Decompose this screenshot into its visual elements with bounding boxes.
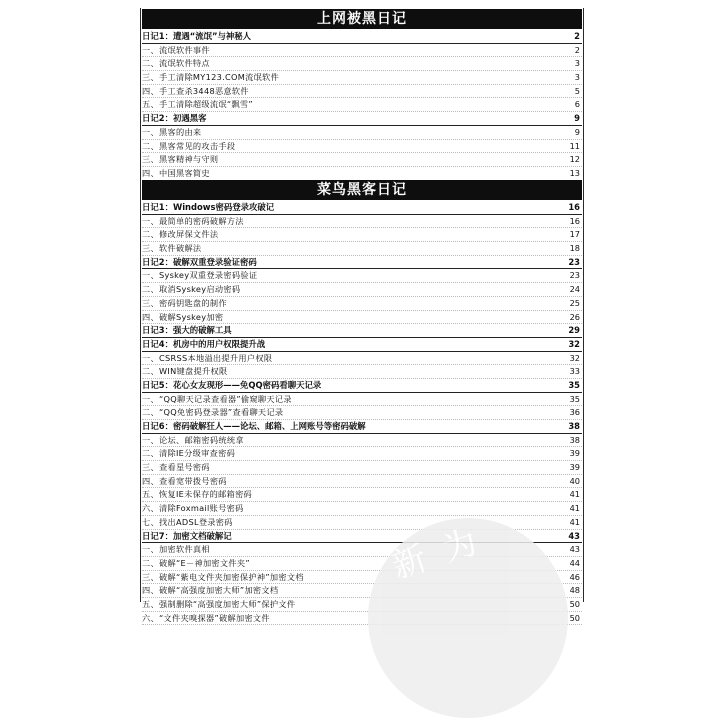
right-frame-line — [583, 8, 584, 602]
watermark-text: 新 为 — [387, 520, 486, 587]
toc-chapter-row — [142, 338, 582, 352]
section-banner: 菜鸟黑客日记 — [142, 180, 582, 200]
toc-page-number: 48 — [569, 585, 580, 596]
toc-entry-row — [142, 126, 582, 140]
toc-chapter-row — [142, 201, 582, 215]
toc-entry-title: 一、黑客的由来 — [142, 126, 202, 137]
toc-entry-title: 三、手工清除MY123.COM流氓软件 — [142, 72, 280, 83]
toc-page-number: 26 — [569, 311, 580, 322]
toc-entry-title: 一、“QQ聊天记录查看器”偷窥聊天记录 — [142, 393, 292, 404]
toc-entry-row — [142, 71, 582, 85]
toc-entry-title: 四、破解“高强度加密大师”加密文档 — [142, 585, 279, 596]
left-frame-line — [140, 8, 141, 602]
toc-entry-row — [142, 447, 582, 461]
toc-page-number: 43 — [568, 530, 580, 541]
toc-entry-title: 五、手工清除超级流氓“飘雪” — [142, 99, 253, 110]
toc-entry-title: 日记2：破解双重登录验证密码 — [142, 256, 257, 267]
toc-page-number: 25 — [569, 297, 580, 308]
toc-page-number: 44 — [569, 557, 580, 568]
toc-entry-title: 四、破解Syskey加密 — [142, 311, 224, 322]
toc-entry-title: 二、WIN键盘提升权限 — [142, 366, 228, 377]
toc-entry-row — [142, 242, 582, 256]
toc-entry-title: 四、中国黑客简史 — [142, 167, 210, 178]
toc-page-number: 3 — [574, 58, 580, 69]
toc-entry-title: 三、密码钥匙盘的制作 — [142, 297, 227, 308]
toc-page-number: 35 — [569, 393, 580, 404]
toc-page-number: 41 — [569, 489, 580, 500]
toc-page-number: 40 — [569, 475, 580, 486]
toc-entry-row — [142, 475, 582, 489]
toc-entry-row — [142, 297, 582, 311]
toc-page-number: 5 — [574, 85, 580, 96]
toc-page-number: 32 — [569, 352, 580, 363]
toc-entry-title: 二、破解“E－神加密文件夹” — [142, 557, 250, 568]
toc-page-number: 23 — [569, 270, 580, 281]
toc-entry-row — [142, 516, 582, 530]
toc-page-number: 23 — [568, 256, 580, 267]
toc-entry-title: 日记2：初遇黑客 — [142, 113, 207, 124]
toc-entry-row — [142, 365, 582, 379]
toc-page-number: 33 — [569, 366, 580, 377]
toc-chapter-row — [142, 420, 582, 434]
toc-page-number: 13 — [569, 167, 580, 178]
toc-entry-row — [142, 434, 582, 448]
toc-entry-title: 六、“文件夹嗅探器”破解加密文件 — [142, 612, 270, 623]
toc-entry-title: 日记5：花心女友现形——免QQ密码看聊天记录 — [142, 379, 322, 390]
toc-page-number: 41 — [569, 516, 580, 527]
toc-entry-title: 三、查看星号密码 — [142, 462, 210, 473]
toc-entry-title: 三、软件破解法 — [142, 243, 202, 254]
toc-page-number: 50 — [569, 598, 580, 609]
toc-entry-title: 二、黑客常见的攻击手段 — [142, 140, 236, 151]
toc-entry-title: 六、清除Foxmail账号密码 — [142, 503, 244, 514]
toc-entry-row — [142, 488, 582, 502]
toc-entry-title: 一、加密软件真相 — [142, 544, 210, 555]
toc-page-number: 18 — [569, 243, 580, 254]
toc-page-number: 9 — [574, 126, 580, 137]
toc-entry-title: 四、查看宽带拨号密码 — [142, 475, 227, 486]
toc-entry-title: 日记7：加密文档破解记 — [142, 530, 232, 541]
toc-page-number: 16 — [568, 202, 580, 212]
toc-page-number: 46 — [569, 571, 580, 582]
toc-entry-title: 日记1：Windows密码登录攻破记 — [142, 202, 275, 212]
toc-entry-title: 日记1：遭遇“流氓”与神秘人 — [142, 31, 251, 41]
toc-page-number: 3 — [574, 72, 580, 83]
toc-page-number: 38 — [569, 434, 580, 445]
toc-entry-row — [142, 44, 582, 58]
toc-entry-row — [142, 393, 582, 407]
toc-chapter-row — [142, 379, 582, 393]
toc-page-number: 11 — [569, 140, 580, 151]
toc-page-number: 17 — [569, 229, 580, 240]
toc-chapter-row — [142, 30, 582, 44]
toc-entry-title: 二、取消Syskey启动密码 — [142, 284, 241, 295]
toc-entry-title: 日记4：机房中的用户权限提升战 — [142, 338, 266, 349]
toc-page-number: 39 — [569, 462, 580, 473]
toc-entry-row — [142, 98, 582, 112]
toc-entry-row — [142, 140, 582, 154]
toc-page-number: 39 — [569, 448, 580, 459]
toc-page-number: 35 — [568, 379, 580, 390]
toc-page-number: 2 — [574, 44, 580, 55]
toc-page-number: 24 — [569, 284, 580, 295]
toc-entry-title: 七、找出ADSL登录密码 — [142, 516, 233, 527]
toc-entry-row — [142, 57, 582, 71]
toc-entry-title: 五、恢复IE未保存的邮箱密码 — [142, 489, 253, 500]
toc-page-number: 16 — [569, 215, 580, 226]
toc-page-number: 50 — [569, 612, 580, 623]
toc-entry-row — [142, 269, 582, 283]
toc-page-number: 32 — [568, 338, 580, 349]
toc-entry-title: 二、清除IE分级审查密码 — [142, 448, 236, 459]
toc-chapter-row — [142, 112, 582, 126]
toc-entry-title: 一、最简单的密码破解方法 — [142, 215, 244, 226]
toc-entry-row — [142, 283, 582, 297]
toc-entry-row — [142, 228, 582, 242]
toc-entry-row — [142, 215, 582, 229]
toc-entry-row — [142, 85, 582, 99]
toc-page-number: 38 — [568, 421, 580, 431]
section-banner: 上网被黑日记 — [142, 9, 582, 29]
toc-entry-title: 二、修改屏保文件法 — [142, 229, 219, 240]
toc-entry-title: 一、Syskey双重登录密码验证 — [142, 270, 258, 281]
toc-entry-row — [142, 406, 582, 420]
toc-entry-title: 五、强制删除“高强度加密大师”保护文件 — [142, 598, 296, 609]
toc-chapter-row — [142, 256, 582, 270]
toc-page-number: 6 — [574, 99, 580, 110]
toc-entry-title: 四、手工查杀3448恶意软件 — [142, 85, 249, 96]
section-rows — [142, 30, 582, 181]
toc-entry-title: 一、流氓软件事件 — [142, 44, 210, 55]
toc-entry-row — [142, 167, 582, 181]
toc-entry-row — [142, 153, 582, 167]
toc-entry-title: 二、流氓软件特点 — [142, 58, 210, 69]
watermark-seal — [368, 518, 568, 718]
toc-entry-title: 三、黑客精神与守则 — [142, 154, 219, 165]
toc-page-number: 12 — [569, 154, 580, 165]
toc-entry-title: 日记6：密码破解狂人——论坛、邮箱、上网账号等密码破解 — [142, 421, 366, 431]
toc-page-number: 9 — [574, 113, 580, 124]
toc-section-1 — [142, 9, 582, 181]
toc-entry-title: 二、“QQ免密码登录器”查看聊天记录 — [142, 407, 284, 418]
toc-entry-row — [142, 352, 582, 366]
toc-entry-row — [142, 311, 582, 325]
toc-entry-title: 一、CSRSS本地溢出提升用户权限 — [142, 352, 273, 363]
toc-entry-row — [142, 502, 582, 516]
toc-entry-row — [142, 461, 582, 475]
toc-entry-title: 三、破解“紫电文件夹加密保护神”加密文档 — [142, 571, 304, 582]
toc-page-number: 2 — [574, 31, 580, 41]
toc-entry-title: 一、论坛、邮箱密码统统拿 — [142, 434, 244, 445]
toc-page-number: 43 — [569, 544, 580, 555]
toc-page-number: 36 — [569, 407, 580, 418]
toc-chapter-row — [142, 324, 582, 338]
toc-page-number: 29 — [568, 325, 580, 336]
toc-entry-title: 日记3：强大的破解工具 — [142, 325, 232, 336]
toc-page-number: 41 — [569, 503, 580, 514]
